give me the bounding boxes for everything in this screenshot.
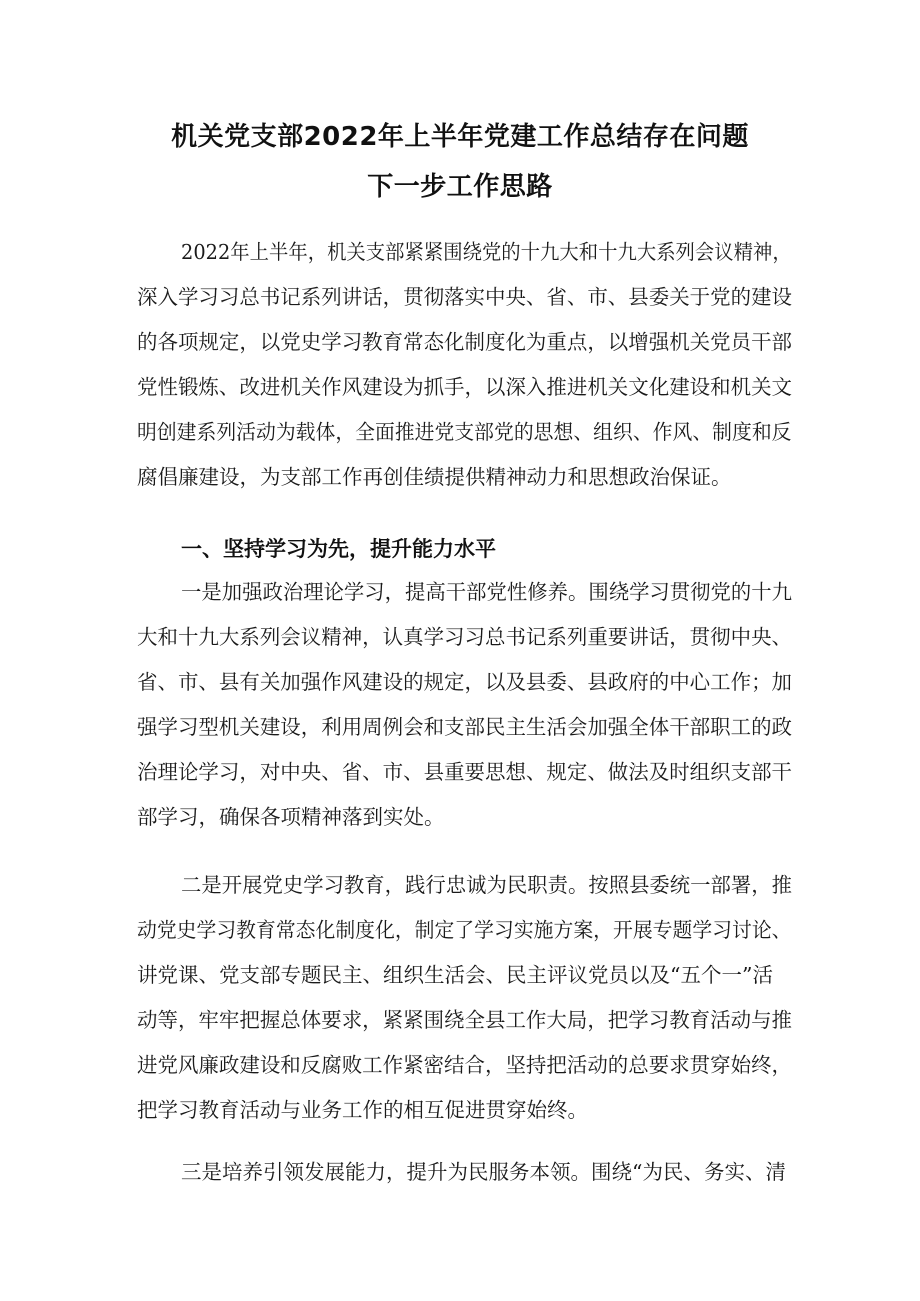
text-line: 讲党课、党支部专题民主、组织生活会、民主评议党员以及“五个一”活 (137, 963, 773, 987)
text-line: 把学习教育活动与业务工作的相互促进贯穿始终。 (137, 1098, 588, 1122)
text-line: 二是开展党史学习教育，践行忠诚为民职责。按照县委统一部署，推 (181, 873, 793, 897)
text-line: 省、市、县有关加强作风建设的规定，以及县委、县政府的中心工作；加 (137, 670, 793, 694)
text-line: 大和十九大系列会议精神，认真学习习总书记系列重要讲话，贯彻中央、 (137, 625, 793, 649)
text-line: 的各项规定，以党史学习教育常态化制度化为重点，以增强机关党员干部 (137, 330, 793, 354)
text-line: 深入学习习总书记系列讲话，贯彻落实中央、省、市、县委关于党的建设 (137, 285, 793, 309)
text-line: 部学习，确保各项精神落到实处。 (137, 805, 445, 829)
text-line: 治理论学习，对中央、省、市、县重要思想、规定、做法及时组织支部干 (137, 760, 793, 784)
text-line: 党性锻炼、改进机关作风建设为抓手，以深入推进机关文化建设和机关文 (137, 375, 793, 399)
section-heading: 一、坚持学习为先，提升能力水平 (181, 537, 496, 561)
text-line: 三是培养引领发展能力，提升为民服务本领。围绕“为民、务实、清 (181, 1160, 786, 1184)
document-title-line-2: 下一步工作思路 (367, 172, 553, 202)
text-line: 动等，牢牢把握总体要求，紧紧围绕全县工作大局，把学习教育活动与推 (137, 1008, 793, 1032)
text-line: 腐倡廉建设，为支部工作再创佳绩提供精神动力和思想政治保证。 (137, 465, 732, 489)
text-line: 2022年上半年，机关支部紧紧围绕党的十九大和十九大系列会议精神， (181, 240, 792, 264)
text-line: 进党风廉政建设和反腐败工作紧密结合，坚持把活动的总要求贯穿始终， (137, 1053, 793, 1077)
document-title-line-1: 机关党支部2022年上半年党建工作总结存在问题 (171, 122, 749, 152)
text-line: 强学习型机关建设，利用周例会和支部民主生活会加强全体干部职工的政 (137, 715, 793, 739)
text-line: 动党史学习教育常态化制度化，制定了学习实施方案，开展专题学习讨论、 (137, 918, 792, 942)
text-line: 明创建系列活动为载体，全面推进党支部党的思想、组织、作风、制度和反 (137, 420, 792, 444)
text-line: 一是加强政治理论学习，提高干部党性修养。围绕学习贯彻党的十九 (181, 580, 793, 604)
